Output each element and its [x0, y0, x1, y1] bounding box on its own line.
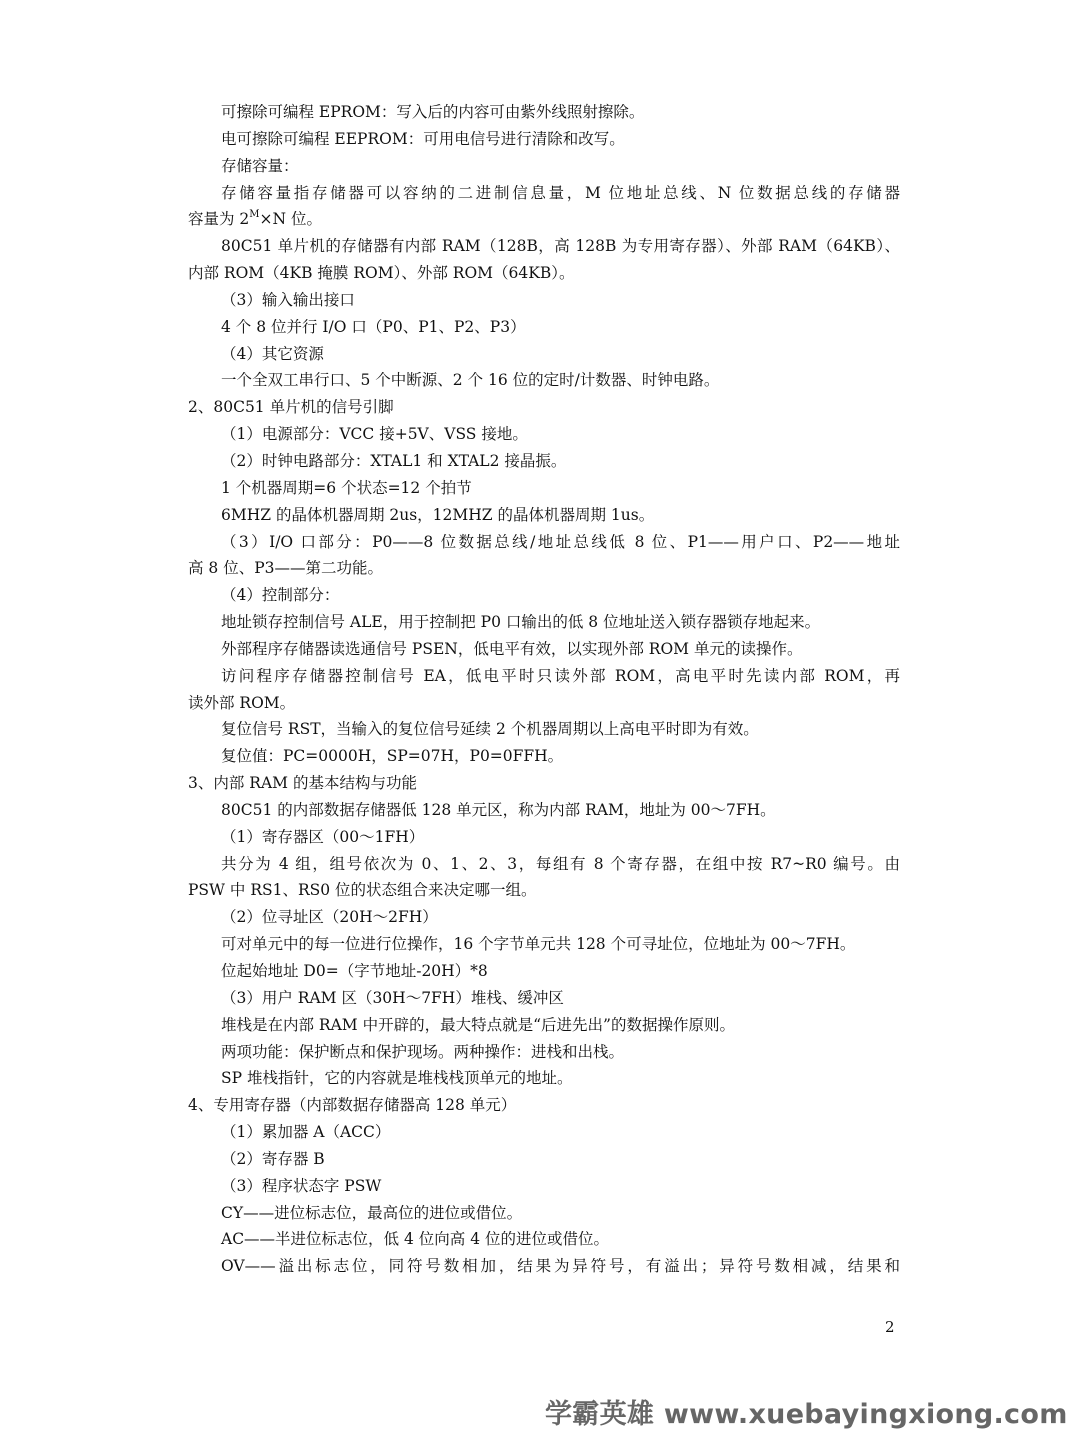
text-line: （3）用户 RAM 区（30H～7FH）堆栈、缓冲区: [221, 988, 564, 1007]
text-line: （3）程序状态字 PSW: [221, 1176, 382, 1195]
document-body: [188, 99, 900, 1280]
text-line: 复位值：PC=0000H，SP=07H，P0=0FFH。: [221, 747, 564, 766]
text-line: 4 个 8 位并行 I/O 口（P0、P1、P2、P3）: [221, 317, 526, 336]
text-line: （1）累加器 A（ACC）: [221, 1123, 391, 1142]
text-line: 外部程序存储器读选通信号 PSEN，低电平有效，以实现外部 ROM 单元的读操作。: [221, 639, 803, 658]
text-line: （4）其它资源: [221, 344, 324, 363]
text-line: （3）输入输出接口: [221, 290, 355, 309]
section-heading: 3、内部 RAM 的基本结构与功能: [188, 774, 417, 793]
text-fragment: 容量为 2: [188, 210, 250, 229]
text-line: 存储容量：: [221, 156, 299, 175]
superscript-m: M: [249, 209, 260, 221]
text-line: AC——半进位标志位，低 4 位向高 4 位的进位或借位。: [221, 1230, 609, 1249]
text-line: CY——进位标志位，最高位的进位或借位。: [221, 1203, 523, 1222]
text-line: 80C51 单片机的存储器有内部 RAM（128B，高 128B 为专用寄存器）、外部 RAM（64KB）、: [221, 237, 900, 256]
text-line: （2）时钟电路部分：XTAL1 和 XTAL2 接晶振。: [221, 451, 567, 470]
text-line: 两项功能：保护断点和保护现场。两种操作：进栈和出栈。: [221, 1042, 625, 1061]
text-line: 读外部 ROM。: [188, 693, 296, 712]
text-line: 共分为 4 组，组号依次为 0、1、2、3，每组有 8 个寄存器，在组中按 R7~R0 编号。由: [221, 854, 900, 873]
site-watermark: 学霸英雄 www.xuebayingxiong.com: [545, 1399, 1068, 1430]
text-line: OV——溢出标志位，同符号数相加，结果为异符号，有溢出；异符号数相减，结果和: [221, 1257, 900, 1276]
text-line: 6MHZ 的晶体机器周期 2us，12MHZ 的晶体机器周期 1us。: [221, 505, 655, 524]
text-line: 高 8 位、P3——第二功能。: [188, 559, 384, 578]
text-line: 地址锁存控制信号 ALE，用于控制把 P0 口输出的低 8 位地址送入锁存器锁存地起来。: [221, 613, 821, 632]
text-line: （3）I/O 口部分：P0——8 位数据总线/地址总线低 8 位、P1——用户口、P2——地址: [221, 532, 900, 551]
text-line: 位起始地址 D0=（字节地址-20H）*8: [221, 962, 488, 980]
text-line: 可擦除可编程 EPROM：写入后的内容可由紫外线照射擦除。: [221, 103, 645, 121]
text-line: 一个全双工串行口、5 个中断源、2 个 16 位的定时/计数器、时钟电路。: [221, 371, 720, 390]
text-line: 复位信号 RST，当输入的复位信号延续 2 个机器周期以上高电平时即为有效。: [221, 720, 759, 739]
text-line: （4）控制部分：: [221, 586, 340, 605]
text-line: 80C51 的内部数据存储器低 128 单元区，称为内部 RAM，地址为 00～7FH。: [221, 800, 776, 819]
page-number: 2: [885, 1318, 895, 1336]
text-line: 1 个机器周期=6 个状态=12 个拍节: [221, 478, 472, 497]
section-heading: 2、80C51 单片机的信号引脚: [188, 398, 394, 417]
text-line: PSW 中 RS1、RS0 位的状态组合来决定哪一组。: [188, 881, 537, 900]
text-line: SP 堆栈指针，它的内容就是堆栈栈顶单元的地址。: [221, 1069, 573, 1088]
section-heading: 4、专用寄存器（内部数据存储器高 128 单元）: [188, 1096, 517, 1115]
text-line: 电可擦除可编程 EEPROM：可用电信号进行清除和改写。: [221, 129, 625, 148]
text-line: （1）寄存器区（00～1FH）: [221, 827, 425, 846]
text-fragment: ×N 位。: [259, 210, 323, 229]
text-line: （2）寄存器 B: [221, 1149, 325, 1168]
text-line: [188, 206, 900, 233]
text-line: （2）位寻址区（20H～2FH）: [221, 908, 438, 927]
text-line: 堆栈是在内部 RAM 中开辟的，最大特点就是“后进先出”的数据操作原则。: [221, 1015, 735, 1034]
text-line: 可对单元中的每一位进行位操作，16 个字节单元共 128 个可寻址位，位地址为 00～7FH。: [221, 935, 856, 954]
text-line: （1）电源部分：VCC 接+5V、VSS 接地。: [221, 425, 528, 444]
text-line: 存储容量指存储器可以容纳的二进制信息量，M 位地址总线、N 位数据总线的存储器: [221, 183, 900, 202]
text-line: 访问程序存储器控制信号 EA，低电平时只读外部 ROM，高电平时先读内部 ROM，再: [221, 666, 900, 685]
text-line: 内部 ROM（4KB 掩膜 ROM）、外部 ROM（64KB）。: [188, 264, 575, 283]
